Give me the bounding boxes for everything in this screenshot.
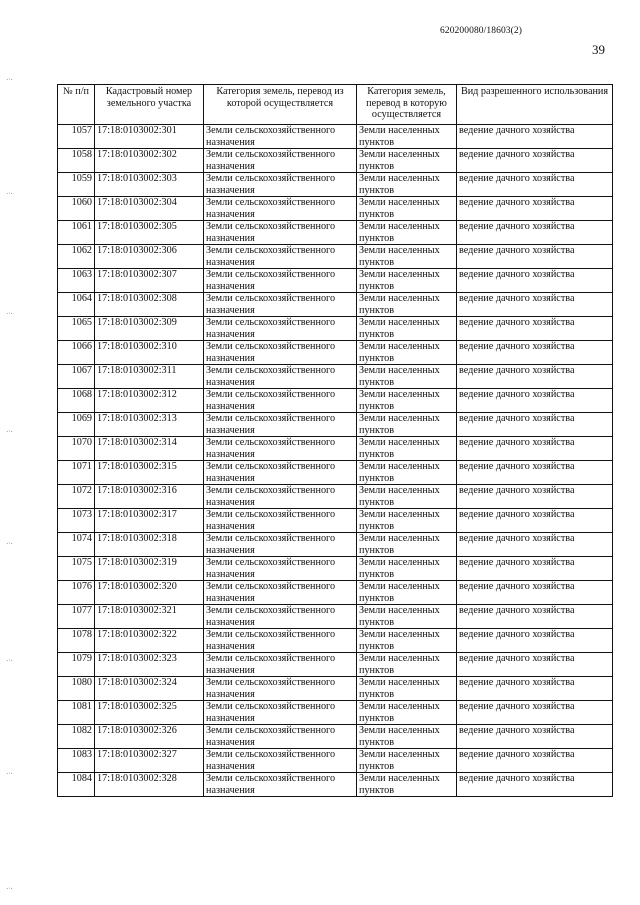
table-row: [58, 485, 613, 509]
cell-cadastral-number: 17:18:0103002:327: [95, 749, 204, 773]
cell-permitted-use: ведение дачного хозяйства: [457, 677, 613, 701]
cell-permitted-use: ведение дачного хозяйства: [457, 461, 613, 485]
cell-category-to: Земли населенных пунктов: [357, 509, 457, 533]
scan-mark: ·ˑ·: [6, 428, 13, 436]
cell-cadastral-number: 17:18:0103002:310: [95, 341, 204, 365]
cell-cadastral-number: 17:18:0103002:322: [95, 629, 204, 653]
cell-category-from: Земли сельскохозяйственного назначения: [204, 581, 357, 605]
cell-category-to: Земли населенных пунктов: [357, 629, 457, 653]
cell-category-from: Земли сельскохозяйственного назначения: [204, 653, 357, 677]
cell-cadastral-number: 17:18:0103002:306: [95, 245, 204, 269]
cell-row-number: 1080: [58, 677, 95, 701]
column-header-category-from: Категория земель, перевод из которой осуществляется: [204, 85, 357, 125]
table-row: [58, 221, 613, 245]
table-row: [58, 629, 613, 653]
cell-cadastral-number: 17:18:0103002:323: [95, 653, 204, 677]
cell-row-number: 1058: [58, 149, 95, 173]
table-row: [58, 437, 613, 461]
cell-category-to: Земли населенных пунктов: [357, 389, 457, 413]
cell-permitted-use: ведение дачного хозяйства: [457, 773, 613, 797]
cell-category-to: Земли населенных пунктов: [357, 437, 457, 461]
cell-permitted-use: ведение дачного хозяйства: [457, 533, 613, 557]
cell-category-to: Земли населенных пунктов: [357, 533, 457, 557]
cell-cadastral-number: 17:18:0103002:325: [95, 701, 204, 725]
cell-category-to: Земли населенных пунктов: [357, 413, 457, 437]
table-row: [58, 749, 613, 773]
cell-category-from: Земли сельскохозяйственного назначения: [204, 533, 357, 557]
cell-permitted-use: ведение дачного хозяйства: [457, 749, 613, 773]
cell-category-to: Земли населенных пунктов: [357, 773, 457, 797]
cell-category-from: Земли сельскохозяйственного назначения: [204, 173, 357, 197]
table-row: [58, 293, 613, 317]
cell-cadastral-number: 17:18:0103002:308: [95, 293, 204, 317]
cell-permitted-use: ведение дачного хозяйства: [457, 221, 613, 245]
cell-cadastral-number: 17:18:0103002:309: [95, 317, 204, 341]
cell-row-number: 1068: [58, 389, 95, 413]
table-row: [58, 653, 613, 677]
cell-category-from: Земли сельскохозяйственного назначения: [204, 677, 357, 701]
cell-cadastral-number: 17:18:0103002:315: [95, 461, 204, 485]
cell-cadastral-number: 17:18:0103002:321: [95, 605, 204, 629]
cell-category-from: Земли сельскохозяйственного назначения: [204, 197, 357, 221]
cell-row-number: 1081: [58, 701, 95, 725]
table-row: [58, 197, 613, 221]
table-row: [58, 341, 613, 365]
cell-category-from: Земли сельскохозяйственного назначения: [204, 461, 357, 485]
page-number: 39: [592, 42, 605, 57]
cell-row-number: 1084: [58, 773, 95, 797]
cell-cadastral-number: 17:18:0103002:312: [95, 389, 204, 413]
cell-cadastral-number: 17:18:0103002:324: [95, 677, 204, 701]
cell-permitted-use: ведение дачного хозяйства: [457, 557, 613, 581]
cell-category-to: Земли населенных пунктов: [357, 677, 457, 701]
cell-category-from: Земли сельскохозяйственного назначения: [204, 605, 357, 629]
land-plots-table: [57, 84, 613, 797]
cell-category-from: Земли сельскохозяйственного назначения: [204, 557, 357, 581]
cell-permitted-use: ведение дачного хозяйства: [457, 341, 613, 365]
cell-row-number: 1069: [58, 413, 95, 437]
table-row: [58, 581, 613, 605]
cell-category-to: Земли населенных пунктов: [357, 221, 457, 245]
cell-category-from: Земли сельскохозяйственного назначения: [204, 485, 357, 509]
column-header-number: № п/п: [58, 85, 95, 125]
column-header-cadastral: Кадастровый номер земельного участка: [95, 85, 204, 125]
cell-category-from: Земли сельскохозяйственного назначения: [204, 773, 357, 797]
cell-category-from: Земли сельскохозяйственного назначения: [204, 221, 357, 245]
cell-row-number: 1065: [58, 317, 95, 341]
cell-row-number: 1076: [58, 581, 95, 605]
table-row: [58, 773, 613, 797]
cell-permitted-use: ведение дачного хозяйства: [457, 437, 613, 461]
cell-category-from: Земли сельскохозяйственного назначения: [204, 749, 357, 773]
cell-cadastral-number: 17:18:0103002:302: [95, 149, 204, 173]
cell-cadastral-number: 17:18:0103002:307: [95, 269, 204, 293]
cell-category-to: Земли населенных пунктов: [357, 557, 457, 581]
cell-permitted-use: ведение дачного хозяйства: [457, 365, 613, 389]
column-header-permitted-use: Вид разрешенного использования: [457, 85, 613, 125]
cell-row-number: 1072: [58, 485, 95, 509]
cell-row-number: 1074: [58, 533, 95, 557]
cell-cadastral-number: 17:18:0103002:326: [95, 725, 204, 749]
cell-category-from: Земли сельскохозяйственного назначения: [204, 437, 357, 461]
cell-cadastral-number: 17:18:0103002:317: [95, 509, 204, 533]
cell-category-from: Земли сельскохозяйственного назначения: [204, 341, 357, 365]
table-row: [58, 413, 613, 437]
cell-category-from: Земли сельскохозяйственного назначения: [204, 725, 357, 749]
document-id: 620200080/18603(2): [440, 26, 523, 36]
cell-permitted-use: ведение дачного хозяйства: [457, 197, 613, 221]
cell-cadastral-number: 17:18:0103002:314: [95, 437, 204, 461]
cell-permitted-use: ведение дачного хозяйства: [457, 413, 613, 437]
table-row: [58, 125, 613, 149]
cell-category-to: Земли населенных пунктов: [357, 749, 457, 773]
cell-category-from: Земли сельскохозяйственного назначения: [204, 125, 357, 149]
cell-category-to: Земли населенных пунктов: [357, 197, 457, 221]
table-row: [58, 149, 613, 173]
scan-mark: ·ˑ·: [6, 885, 13, 893]
cell-category-to: Земли населенных пунктов: [357, 701, 457, 725]
cell-row-number: 1064: [58, 293, 95, 317]
cell-category-from: Земли сельскохозяйственного назначения: [204, 365, 357, 389]
cell-category-from: Земли сельскохозяйственного назначения: [204, 509, 357, 533]
cell-row-number: 1067: [58, 365, 95, 389]
cell-row-number: 1060: [58, 197, 95, 221]
cell-row-number: 1059: [58, 173, 95, 197]
header-row: [58, 85, 613, 125]
cell-row-number: 1071: [58, 461, 95, 485]
scan-mark: ·ˑ·: [6, 770, 13, 778]
scan-mark: ·ˑ·: [6, 190, 13, 198]
cell-category-from: Земли сельскохозяйственного назначения: [204, 629, 357, 653]
cell-permitted-use: ведение дачного хозяйства: [457, 269, 613, 293]
cell-category-from: Земли сельскохозяйственного назначения: [204, 269, 357, 293]
cell-category-from: Земли сельскохозяйственного назначения: [204, 293, 357, 317]
cell-category-from: Земли сельскохозяйственного назначения: [204, 245, 357, 269]
table-row: [58, 509, 613, 533]
cell-cadastral-number: 17:18:0103002:328: [95, 773, 204, 797]
cell-row-number: 1057: [58, 125, 95, 149]
cell-category-to: Земли населенных пунктов: [357, 461, 457, 485]
cell-category-from: Земли сельскохозяйственного назначения: [204, 389, 357, 413]
cell-category-to: Земли населенных пунктов: [357, 293, 457, 317]
cell-category-from: Земли сельскохозяйственного назначения: [204, 317, 357, 341]
cell-row-number: 1078: [58, 629, 95, 653]
table-row: [58, 317, 613, 341]
cell-category-from: Земли сельскохозяйственного назначения: [204, 149, 357, 173]
cell-permitted-use: ведение дачного хозяйства: [457, 245, 613, 269]
cell-row-number: 1079: [58, 653, 95, 677]
cell-row-number: 1082: [58, 725, 95, 749]
cell-cadastral-number: 17:18:0103002:319: [95, 557, 204, 581]
cell-permitted-use: ведение дачного хозяйства: [457, 173, 613, 197]
cell-cadastral-number: 17:18:0103002:305: [95, 221, 204, 245]
cell-category-to: Земли населенных пунктов: [357, 269, 457, 293]
cell-permitted-use: ведение дачного хозяйства: [457, 701, 613, 725]
table-row: [58, 269, 613, 293]
scan-mark: ·ˑ·: [6, 76, 13, 84]
table-row: [58, 533, 613, 557]
cell-category-from: Земли сельскохозяйственного назначения: [204, 413, 357, 437]
cell-permitted-use: ведение дачного хозяйства: [457, 581, 613, 605]
cell-permitted-use: ведение дачного хозяйства: [457, 725, 613, 749]
scan-mark: ·ˑ·: [6, 310, 13, 318]
cell-permitted-use: ведение дачного хозяйства: [457, 389, 613, 413]
cell-row-number: 1061: [58, 221, 95, 245]
cell-permitted-use: ведение дачного хозяйства: [457, 629, 613, 653]
table-row: [58, 389, 613, 413]
table-header: [58, 85, 613, 125]
table-body: [58, 125, 613, 797]
cell-row-number: 1066: [58, 341, 95, 365]
cell-permitted-use: ведение дачного хозяйства: [457, 125, 613, 149]
cell-permitted-use: ведение дачного хозяйства: [457, 317, 613, 341]
column-header-category-to: Категория земель, перевод в которую осуществляется: [357, 85, 457, 125]
cell-permitted-use: ведение дачного хозяйства: [457, 509, 613, 533]
table-row: [58, 557, 613, 581]
table-row: [58, 365, 613, 389]
cell-category-to: Земли населенных пунктов: [357, 173, 457, 197]
table-row: [58, 725, 613, 749]
cell-cadastral-number: 17:18:0103002:316: [95, 485, 204, 509]
table-row: [58, 461, 613, 485]
cell-permitted-use: ведение дачного хозяйства: [457, 293, 613, 317]
cell-cadastral-number: 17:18:0103002:311: [95, 365, 204, 389]
cell-row-number: 1073: [58, 509, 95, 533]
cell-category-to: Земли населенных пунктов: [357, 581, 457, 605]
cell-category-to: Земли населенных пунктов: [357, 653, 457, 677]
cell-category-to: Земли населенных пунктов: [357, 317, 457, 341]
cell-row-number: 1077: [58, 605, 95, 629]
cell-category-to: Земли населенных пунктов: [357, 485, 457, 509]
cell-category-to: Земли населенных пунктов: [357, 149, 457, 173]
cell-row-number: 1063: [58, 269, 95, 293]
cell-row-number: 1062: [58, 245, 95, 269]
cell-category-to: Земли населенных пунктов: [357, 341, 457, 365]
cell-cadastral-number: 17:18:0103002:320: [95, 581, 204, 605]
cell-category-to: Земли населенных пунктов: [357, 365, 457, 389]
cell-permitted-use: ведение дачного хозяйства: [457, 149, 613, 173]
scan-mark: ·ˑ·: [6, 657, 13, 665]
cell-category-to: Земли населенных пунктов: [357, 245, 457, 269]
cell-cadastral-number: 17:18:0103002:301: [95, 125, 204, 149]
table-row: [58, 605, 613, 629]
cell-row-number: 1083: [58, 749, 95, 773]
cell-category-to: Земли населенных пунктов: [357, 125, 457, 149]
cell-cadastral-number: 17:18:0103002:313: [95, 413, 204, 437]
cell-row-number: 1070: [58, 437, 95, 461]
scan-mark: ·ˑ·: [6, 540, 13, 548]
table-row: [58, 677, 613, 701]
cell-category-to: Земли населенных пунктов: [357, 605, 457, 629]
cell-cadastral-number: 17:18:0103002:318: [95, 533, 204, 557]
cell-category-from: Земли сельскохозяйственного назначения: [204, 701, 357, 725]
cell-cadastral-number: 17:18:0103002:304: [95, 197, 204, 221]
cell-permitted-use: ведение дачного хозяйства: [457, 605, 613, 629]
cell-permitted-use: ведение дачного хозяйства: [457, 485, 613, 509]
cell-permitted-use: ведение дачного хозяйства: [457, 653, 613, 677]
table-row: [58, 173, 613, 197]
table-row: [58, 701, 613, 725]
cell-row-number: 1075: [58, 557, 95, 581]
cell-category-to: Земли населенных пунктов: [357, 725, 457, 749]
cell-cadastral-number: 17:18:0103002:303: [95, 173, 204, 197]
table-row: [58, 245, 613, 269]
